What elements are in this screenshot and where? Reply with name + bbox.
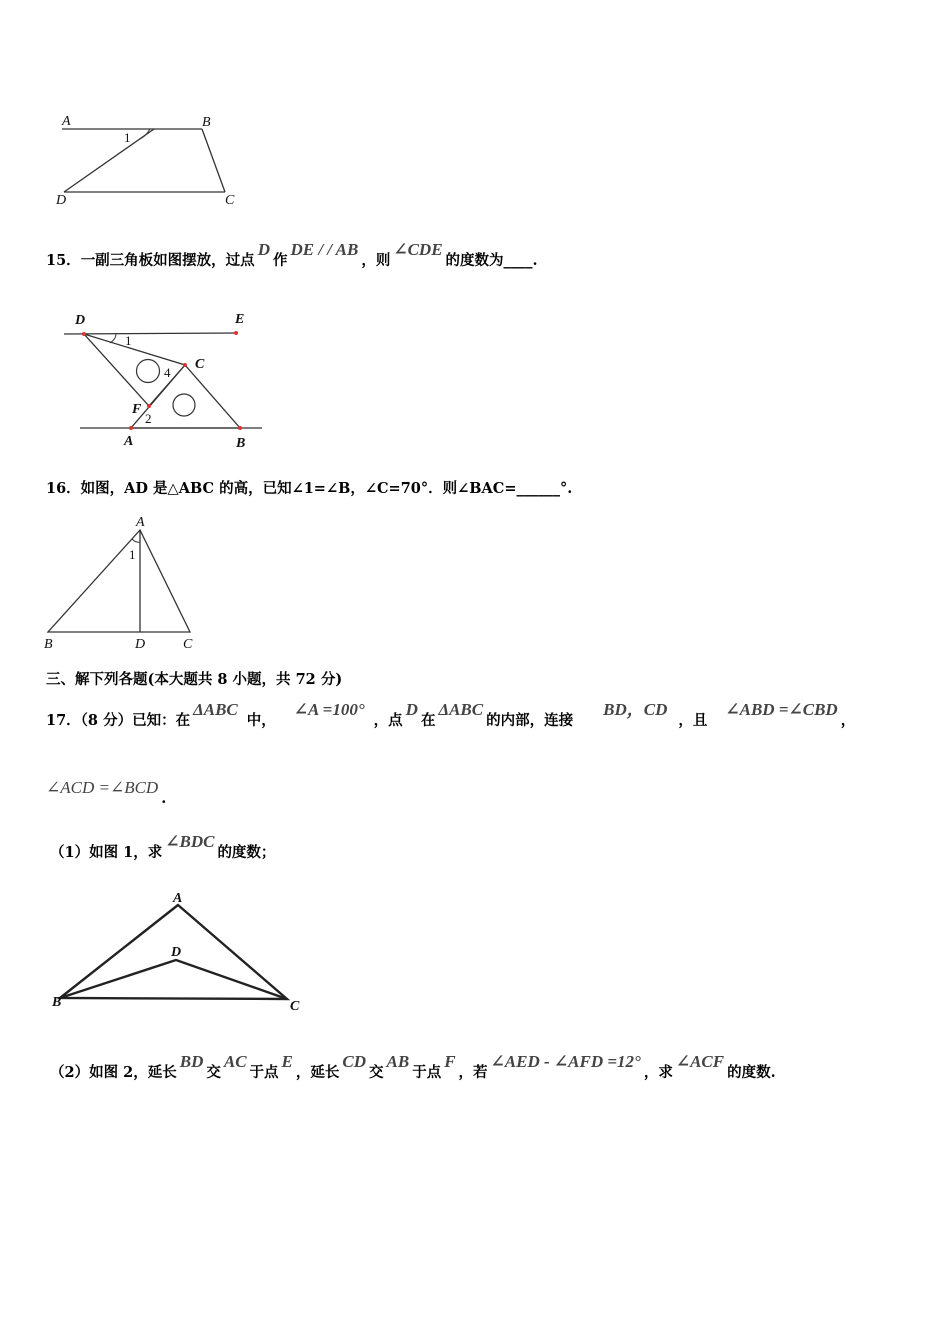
- figure-q17-1: [50, 888, 310, 1018]
- label-d: D: [171, 945, 182, 960]
- angle-1-label: 1: [129, 547, 136, 562]
- angle-4-label: 4: [164, 365, 171, 380]
- figure-q16: [40, 513, 210, 653]
- angle-2-label: 2: [145, 411, 152, 426]
- label-b: B: [44, 637, 53, 652]
- section-heading: 三、解下列各题(本大题共 8 小题，共 72 分): [46, 671, 343, 688]
- question-15: 15．一副三角板如图摆放，过点D作DE / / AB，则∠CDE的度数为____.: [46, 240, 538, 269]
- label-a: A: [62, 114, 71, 129]
- label-d: D: [75, 313, 86, 328]
- figure-q15: [58, 305, 268, 455]
- label-e: E: [235, 312, 245, 327]
- figure-q14: [50, 108, 250, 208]
- label-a: A: [136, 515, 145, 530]
- label-b: B: [202, 115, 211, 130]
- label-c: C: [183, 637, 193, 652]
- label-c: C: [225, 193, 235, 208]
- question-16: 16．如图，AD 是△ABC 的高，已知∠1=∠B，∠C=70°．则∠BAC=______°.: [46, 480, 573, 497]
- label-c: C: [290, 999, 300, 1014]
- angle-1-label: 1: [125, 333, 132, 348]
- label-c: C: [195, 357, 205, 372]
- question-17-condition: ∠ACD =∠BCD.: [46, 778, 167, 807]
- label-f: F: [132, 402, 142, 417]
- angle-1-label: 1: [124, 130, 131, 145]
- question-17-part-1: （1）如图 1，求∠BDC的度数；: [50, 832, 276, 861]
- label-d: D: [135, 637, 146, 652]
- label-b: B: [236, 436, 246, 451]
- label-b: B: [52, 995, 62, 1010]
- question-17-part-2: （2）如图 2，延长BD交AC于点E，延长CD交AB于点F，若∠AED - ∠AFD =12°，求∠ACF的度数.: [50, 1052, 776, 1081]
- label-d: D: [56, 193, 67, 208]
- label-a: A: [173, 891, 183, 906]
- question-17: 17．（8 分）已知：在ΔABC中，∠A =100°，点D在ΔABC的内部，连接BD，CD，且∠ABD =∠CBD，: [46, 700, 856, 729]
- label-a: A: [124, 434, 134, 449]
